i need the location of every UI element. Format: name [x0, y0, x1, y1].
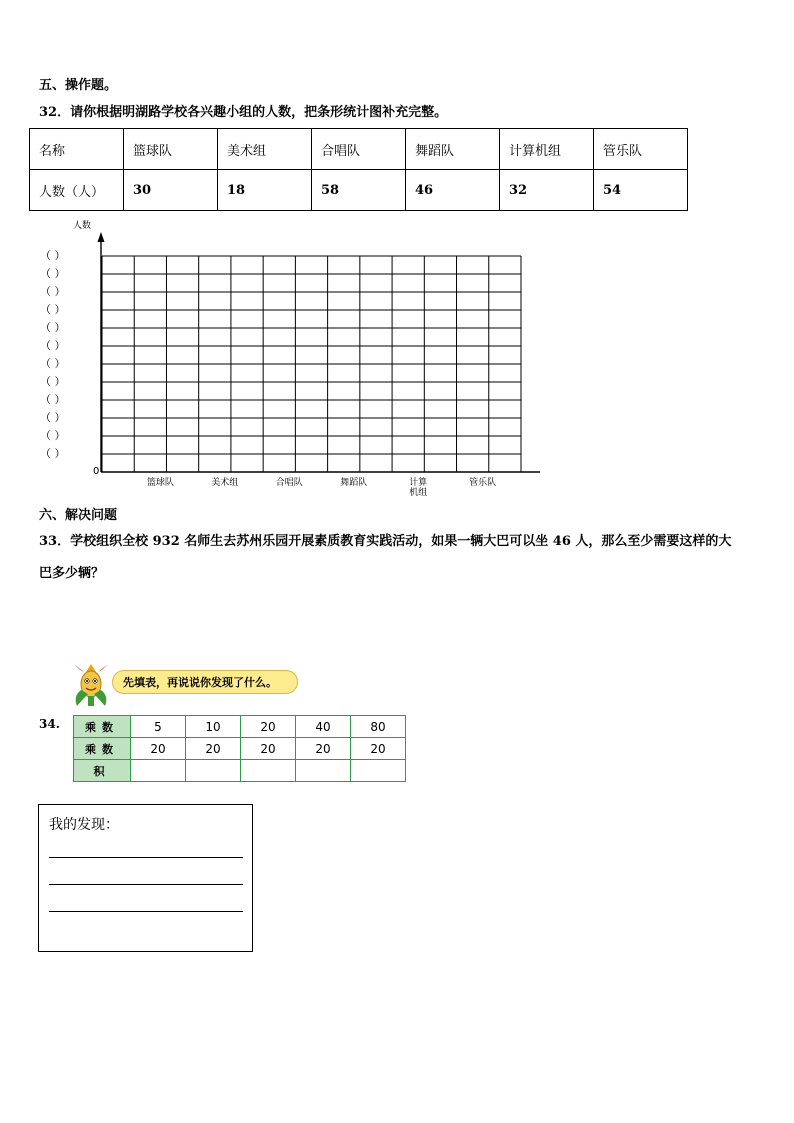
table-cell: 80	[351, 716, 406, 738]
product-answer-cell[interactable]	[351, 760, 406, 782]
table-header-cell: 人数（人）	[30, 170, 124, 211]
y-tick-blank[interactable]: （ ）	[40, 339, 66, 352]
product-answer-cell[interactable]	[186, 760, 241, 782]
table-cell: 5	[131, 716, 186, 738]
group-count-cell: 58	[312, 170, 406, 211]
y-tick-blank[interactable]: （ ）	[40, 303, 66, 316]
row-label: 积	[74, 760, 131, 782]
section-5-heading: 五、操作题。	[39, 78, 118, 93]
table-cell: 20	[186, 738, 241, 760]
multiplication-table	[73, 715, 406, 782]
question-32-prompt: 32．请你根据明湖路学校各兴趣小组的人数，把条形统计图补充完整。	[39, 105, 448, 120]
product-answer-cell[interactable]	[241, 760, 296, 782]
group-name-cell: 计算机组	[500, 129, 594, 170]
bar-chart-grid[interactable]	[30, 214, 550, 504]
discovery-label: 我的发现：	[49, 817, 119, 833]
group-name-cell: 篮球队	[124, 129, 218, 170]
group-count-cell: 30	[124, 170, 218, 211]
question-34-number: 34.	[39, 717, 60, 731]
group-count-cell: 54	[594, 170, 688, 211]
question-33-line-1: 33．学校组织全校 932 名师生去苏州乐园开展素质教育实践活动，如果一辆大巴可以坐 46 人，那么至少需要这样的大	[39, 534, 732, 549]
instruction-bubble: 先填表，再说说你发现了什么。	[112, 670, 298, 694]
group-count-cell: 32	[500, 170, 594, 211]
group-count-cell: 46	[406, 170, 500, 211]
x-category-label: 合唱队	[275, 478, 303, 488]
answer-line[interactable]	[49, 911, 243, 912]
answer-line[interactable]	[49, 884, 243, 885]
question-33-line-2: 巴多少辆？	[39, 566, 105, 581]
y-tick-blank[interactable]: （ ）	[40, 429, 66, 442]
answer-line[interactable]	[49, 857, 243, 858]
y-axis-arrow-icon	[98, 232, 105, 242]
table-cell: 20	[131, 738, 186, 760]
x-category-label: 美术组	[211, 478, 239, 488]
y-tick-blank[interactable]: （ ）	[40, 447, 66, 460]
group-name-cell: 美术组	[218, 129, 312, 170]
table-row	[74, 760, 406, 782]
x-category-label: 篮球队	[146, 478, 174, 488]
y-tick-blank[interactable]: （ ）	[40, 285, 66, 298]
discovery-box[interactable]	[38, 804, 253, 952]
group-name-cell: 舞蹈队	[406, 129, 500, 170]
row-label: 乘数	[74, 738, 131, 760]
table-cell: 20	[351, 738, 406, 760]
table-cell: 10	[186, 716, 241, 738]
y-tick-blank[interactable]: （ ）	[40, 375, 66, 388]
product-answer-cell[interactable]	[131, 760, 186, 782]
corn-mascot-icon	[68, 660, 114, 708]
table-row	[30, 129, 688, 170]
y-tick-blank[interactable]: （ ）	[40, 267, 66, 280]
x-category-label: 管乐队	[469, 478, 497, 488]
section-6-heading: 六、解决问题	[39, 508, 118, 523]
group-name-cell: 管乐队	[594, 129, 688, 170]
y-tick-blank[interactable]: （ ）	[40, 249, 66, 262]
table-row	[74, 716, 406, 738]
y-axis-label: 人数	[73, 221, 92, 231]
row-label: 乘数	[74, 716, 131, 738]
table-cell: 20	[241, 738, 296, 760]
table-header-cell: 名称	[30, 129, 124, 170]
table-row	[30, 170, 688, 211]
interest-group-table	[29, 128, 688, 211]
x-category-label: 舞蹈队	[340, 478, 368, 488]
y-tick-blank[interactable]: （ ）	[40, 357, 66, 370]
table-row	[74, 738, 406, 760]
y-tick-blank[interactable]: （ ）	[40, 393, 66, 406]
table-cell: 40	[296, 716, 351, 738]
chart-grid-lines	[102, 256, 521, 472]
table-cell: 20	[241, 716, 296, 738]
table-cell: 20	[296, 738, 351, 760]
y-tick-blank[interactable]: （ ）	[40, 411, 66, 424]
group-name-cell: 合唱队	[312, 129, 406, 170]
origin-label: 0	[93, 466, 100, 477]
product-answer-cell[interactable]	[296, 760, 351, 782]
x-category-label: 计算 机组	[409, 478, 428, 498]
y-tick-blank[interactable]: （ ）	[40, 321, 66, 334]
group-count-cell: 18	[218, 170, 312, 211]
